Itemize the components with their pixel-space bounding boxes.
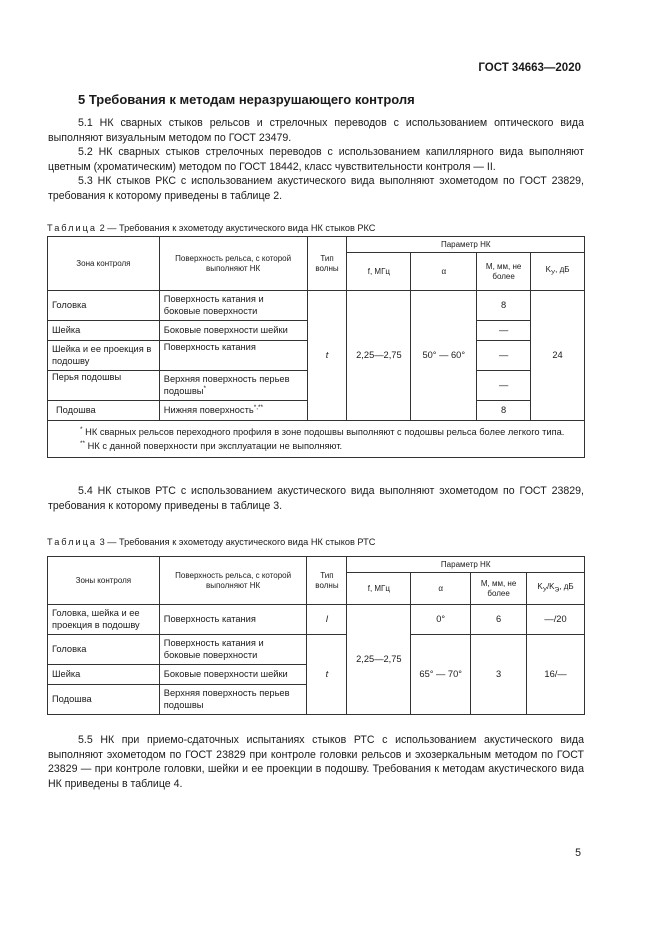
footnote-1: * НК сварных рельсов переходного профиля в зоне подошвы выполняют с подошвы рельса более легкого типа. <box>80 425 565 437</box>
header-f: f, МГц <box>347 253 411 291</box>
page-number: 5 <box>575 847 581 859</box>
angle-cell: 65° — 70° <box>411 635 471 715</box>
paragraph-text: 5.2 НК сварных стыков стрелочных переводов с использованием капиллярного вида выполняют цветным (хроматическим) методом по ГОСТ 18442, класс чувствительности контроля — II. <box>48 146 584 173</box>
caption-label: Таблица <box>47 537 98 547</box>
wave-cell: t <box>307 635 347 715</box>
k-cell: 24 <box>531 291 585 421</box>
paragraph-5-5 <box>48 733 584 791</box>
header-k: $K_У/K_Э$, дБ <box>527 573 585 605</box>
header-f: f, МГц <box>347 573 411 605</box>
m-cell: 8 <box>477 401 531 421</box>
caption-text: 3 — Требования к эхометоду акустического вида НК стыков РТС <box>97 537 376 547</box>
frequency-cell: 2,25—2,75 <box>347 605 411 715</box>
zone-cell: Перья подошвы <box>48 371 160 401</box>
zone-cell: Подошва <box>48 685 160 715</box>
header-param: Параметр НК <box>347 557 585 573</box>
header-m: M, мм, не более <box>471 573 527 605</box>
angle-cell: 0° <box>411 605 471 635</box>
wave-cell: l <box>307 605 347 635</box>
surface-cell: Поверхность катания <box>159 341 307 371</box>
paragraph-5-4 <box>48 484 584 513</box>
zone-cell: Шейка <box>48 665 160 685</box>
header-zone: Зона контроля <box>48 237 160 291</box>
paragraph-text: 5.1 НК сварных стыков рельсов и стрелочных переводов с использованием оптического вида выполняют визуальным методом по ГОСТ 23479. <box>48 117 584 144</box>
zone-cell: Головка, шейка и ее проекция в подошву <box>48 605 160 635</box>
table-row <box>48 605 585 635</box>
zone-cell: Головка <box>48 291 160 321</box>
header-param: Параметр НК <box>347 237 585 253</box>
angle-cell: 50° — 60° <box>411 291 477 421</box>
header-zone: Зоны контроля <box>48 557 160 605</box>
surface-cell: Верхняя поверхность перьев подошвы <box>159 685 307 715</box>
m-cell: 3 <box>471 635 527 715</box>
zone-cell: Шейка <box>48 321 160 341</box>
table-notes <box>48 421 585 458</box>
zone-cell: Подошва <box>48 401 160 421</box>
caption-label: Таблица <box>47 223 98 233</box>
header-alpha: α <box>411 253 477 291</box>
header-m: M, мм, не более <box>477 253 531 291</box>
paragraph-text: 5.3 НК стыков РКС с использованием акустического вида выполняют эхометодом по ГОСТ 23829, требования к которому приведены в таблице 2. <box>48 175 584 202</box>
surface-cell: Поверхность катания и боковые поверхности <box>159 635 307 665</box>
surface-cell: Верхняя поверхность перьев подошвы* <box>159 371 307 401</box>
m-cell: — <box>477 341 531 371</box>
paragraph-text: 5.4 НК стыков РТС с использованием акустического вида выполняют эхометодом по ГОСТ 23829, требования к которому приведены в таблице 3. <box>48 485 584 512</box>
table-row <box>48 635 585 665</box>
table-3-caption <box>47 537 375 547</box>
m-cell: — <box>477 371 531 401</box>
table-3 <box>47 556 585 715</box>
m-cell: — <box>477 321 531 341</box>
header-alpha: α <box>411 573 471 605</box>
table-row <box>48 291 585 321</box>
k-cell: 16/— <box>527 635 585 715</box>
header-k: $K_У$, дБ <box>531 253 585 291</box>
header-surface: Поверхность рельса, с которой выполняют НК <box>159 237 307 291</box>
document-id: ГОСТ 34663—2020 <box>478 62 581 74</box>
m-cell: 8 <box>477 291 531 321</box>
table-2 <box>47 236 585 458</box>
header-wave: Тип волны <box>307 237 347 291</box>
wave-cell: t <box>307 291 347 421</box>
paragraph-text: 5.5 НК при приемо-сдаточных испытаниях стыков РТС с использованием акустического вида выполняют эхометодом по ГОСТ 23829 при контроле головки рельсов и эхозеркальным методом по ГОСТ 23829 — при контроле головки, шейки и ее проекции в подошву. Требования к методам акустического вида НК приведены в таблице 4. <box>48 734 584 790</box>
surface-cell: Боковые поверхности шейки <box>159 321 307 341</box>
header-wave: Тип волны <box>307 557 347 605</box>
section-title: 5 Требования к методам неразрушающего контроля <box>78 92 415 107</box>
notes-cell <box>48 421 585 458</box>
table-2-caption <box>47 223 375 233</box>
surface-cell: Боковые поверхности шейки <box>159 665 307 685</box>
footnote-2: ** НК с данной поверхности при эксплуатации не выполняют. <box>80 439 343 451</box>
surface-cell: Нижняя поверхность*,** <box>159 401 307 421</box>
paragraph-5-2 <box>48 145 584 174</box>
frequency-cell: 2,25—2,75 <box>347 291 411 421</box>
zone-cell: Шейка и ее проекция в подошву <box>48 341 160 371</box>
paragraph-5-3 <box>48 174 584 203</box>
surface-cell: Поверхность катания и боковые поверхности <box>159 291 307 321</box>
paragraph-5-1 <box>48 116 584 145</box>
k-cell: —/20 <box>527 605 585 635</box>
m-cell: 6 <box>471 605 527 635</box>
zone-cell: Головка <box>48 635 160 665</box>
surface-cell: Поверхность катания <box>159 605 307 635</box>
caption-text: 2 — Требования к эхометоду акустического вида НК стыков РКС <box>97 223 376 233</box>
header-surface: Поверхность рельса, с которой выполняют НК <box>159 557 307 605</box>
